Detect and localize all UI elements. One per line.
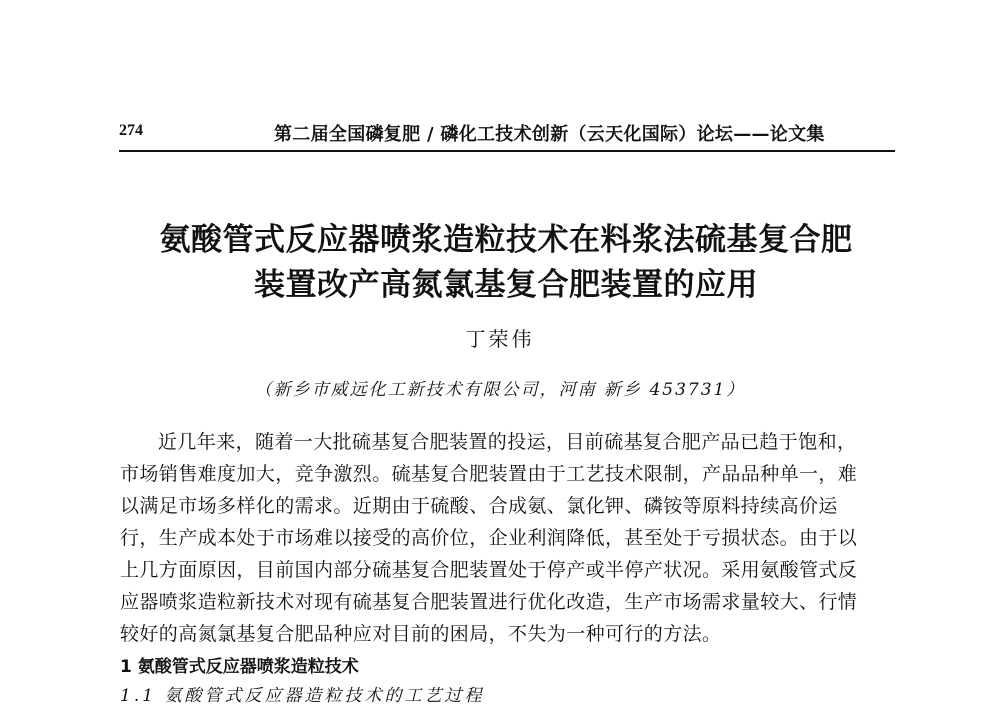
body-text-line: 应器喷浆造粒新技术对现有硫基复合肥装置进行优化改造，生产市场需求量较大、行情 bbox=[120, 591, 858, 613]
article-title-line-1: 氨酸管式反应器喷浆造粒技术在料浆法硫基复合肥 bbox=[159, 222, 853, 258]
page-number: 274 bbox=[119, 122, 143, 139]
section-heading: 1 氨酸管式反应器喷浆造粒技术 bbox=[120, 657, 359, 677]
body-text-line: 近几年来，随着一大批硫基复合肥装置的投运，目前硫基复合肥产品已趋于饱和， bbox=[158, 431, 857, 453]
body-text-line: 行，生产成本处于市场难以接受的高价位，企业利润降低，甚至处于亏损状态。由于以 bbox=[120, 527, 858, 549]
body-text-line: 上几方面原因，目前国内部分硫基复合肥装置处于停产或半停产状况。采用氨酸管式反 bbox=[120, 559, 858, 581]
running-header bbox=[119, 120, 895, 152]
body-text-line: 较好的高氮氯基复合肥品种应对目前的困局，不失为一种可行的方法。 bbox=[120, 623, 722, 645]
body-text-line: 市场销售难度加大，竞争激烈。硫基复合肥装置由于工艺技术限制，产品品种单一，难 bbox=[120, 463, 858, 485]
subsection-heading: 1.1 氨酸管式反应器造粒技术的工艺过程 bbox=[120, 686, 485, 706]
journal-title: 第二届全国磷复肥 / 磷化工技术创新（云天化国际）论坛——论文集 bbox=[274, 124, 825, 145]
body-text-line: 以满足市场多样化的需求。近期由于硫酸、合成氨、氯化钾、磷铵等原料持续高价运 bbox=[120, 495, 838, 517]
author-affiliation: （新乡市威远化工新技术有限公司，河南 新乡 453731） bbox=[254, 380, 746, 400]
article-title-line-2: 装置改产高氮氯基复合肥装置的应用 bbox=[254, 267, 758, 303]
author-name: 丁荣伟 bbox=[465, 327, 535, 351]
